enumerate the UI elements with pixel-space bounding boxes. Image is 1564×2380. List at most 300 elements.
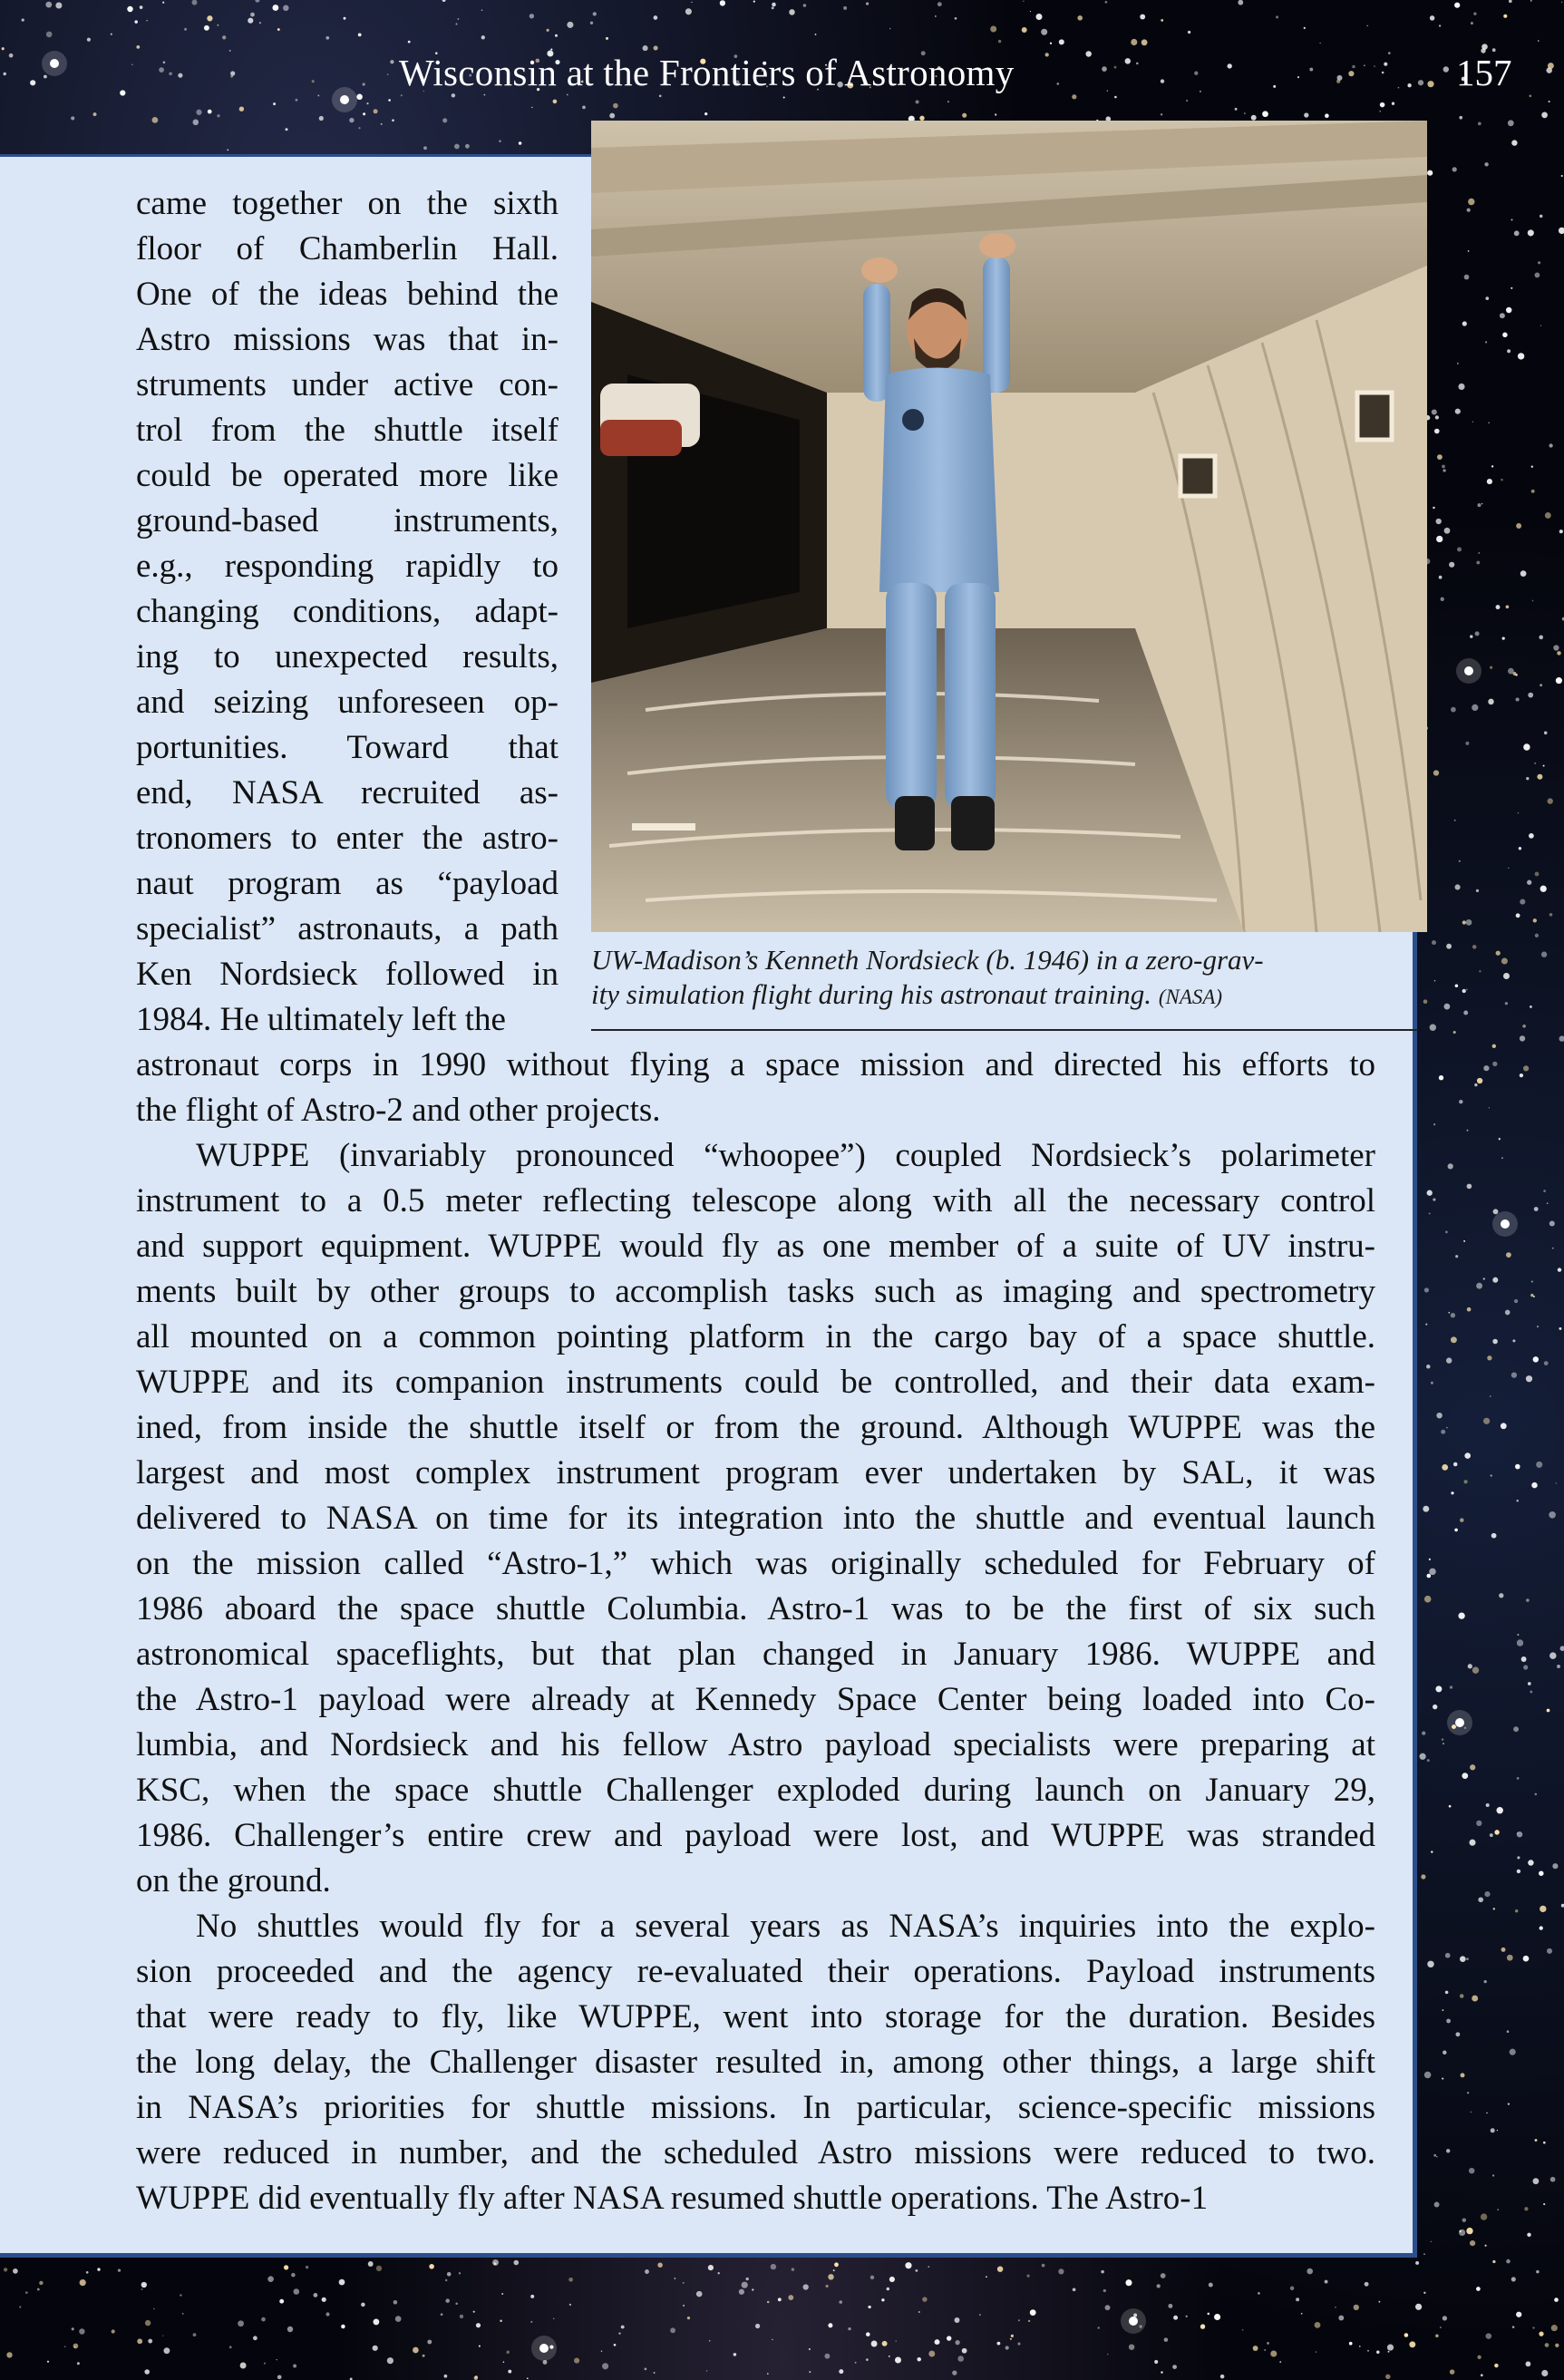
star [1559, 529, 1563, 533]
star [1433, 1705, 1437, 1709]
star [809, 2348, 811, 2350]
star [1427, 170, 1433, 176]
star [848, 2327, 850, 2330]
star [358, 127, 360, 129]
star [979, 2314, 981, 2316]
star [1423, 1506, 1429, 1512]
star [1490, 1833, 1493, 1837]
star [606, 37, 608, 40]
star [1559, 1327, 1561, 1330]
star [1506, 2259, 1511, 2264]
star [1508, 2103, 1510, 2104]
star [569, 2304, 571, 2306]
star [22, 19, 24, 22]
star [1161, 113, 1163, 116]
star [193, 120, 199, 126]
star [1467, 209, 1471, 212]
star [1469, 1840, 1475, 1846]
star [1264, 2349, 1266, 2351]
star [896, 2340, 897, 2341]
star [1541, 2370, 1548, 2376]
star [1501, 957, 1508, 964]
star [1540, 1906, 1546, 1912]
star [361, 2303, 365, 2307]
star [1455, 884, 1461, 889]
star [250, 13, 255, 17]
text-line: came together on the sixth [136, 185, 559, 222]
star [1186, 100, 1188, 102]
text-line: and seizing unforeseen op- [136, 684, 559, 721]
star [1517, 1639, 1523, 1646]
text-line: 1986. Challenger’s entire crew and payload were lost, and WUPPE was stranded [136, 1817, 1375, 1854]
star [4, 2268, 7, 2271]
star [602, 2363, 608, 2369]
star [442, 118, 447, 122]
star [1425, 1324, 1427, 1326]
star [1489, 1107, 1490, 1108]
star [828, 2323, 832, 2327]
star [1491, 1474, 1492, 1476]
text-line: specialist” astronauts, a path [136, 910, 559, 947]
star [457, 18, 459, 20]
star [1523, 1665, 1528, 1669]
text-line: in NASA’s priorities for shuttle missions. In particular, science-specific missions [136, 2089, 1375, 2126]
figure-caption [591, 943, 1418, 1015]
star [1458, 1613, 1464, 1619]
star [1365, 2282, 1369, 2287]
star [601, 2350, 602, 2351]
star [1129, 2317, 1138, 2326]
star [1297, 76, 1299, 78]
star [19, 2306, 21, 2307]
star [476, 2323, 481, 2327]
star [392, 119, 394, 121]
star [937, 2, 942, 6]
star [1451, 707, 1456, 713]
star [1220, 2375, 1225, 2379]
star [889, 2356, 890, 2357]
star [1450, 2369, 1455, 2375]
star [654, 2372, 656, 2374]
star [1443, 2051, 1446, 2055]
star [322, 2297, 326, 2302]
star [1154, 2360, 1158, 2364]
star [207, 15, 212, 21]
star [1164, 2337, 1169, 2342]
star [344, 17, 346, 20]
star [539, 2344, 549, 2353]
star [675, 2278, 676, 2279]
star [1496, 1807, 1502, 1813]
star [1558, 1268, 1561, 1271]
star [373, 2346, 378, 2351]
star [1228, 63, 1232, 68]
star [479, 2346, 481, 2347]
star [1276, 15, 1278, 18]
star [423, 2355, 425, 2357]
star [112, 2329, 115, 2333]
text-line: astronaut corps in 1990 without flying a space mission and directed his efforts to [136, 1046, 1375, 1083]
star [1107, 2354, 1108, 2355]
star [1494, 2364, 1498, 2367]
star [152, 117, 159, 123]
star [1529, 833, 1534, 839]
star [1462, 321, 1467, 325]
star [1539, 636, 1543, 640]
star [141, 2282, 147, 2288]
caption-line-1: UW-Madison’s Kenneth Nordsieck (b. 1946) in a zero-grav- [591, 944, 1264, 976]
star [1486, 2333, 1492, 2339]
star [163, 62, 166, 64]
star [1561, 2, 1562, 3]
star [1512, 2326, 1515, 2328]
star [1449, 562, 1454, 568]
star [423, 146, 427, 150]
star [120, 90, 125, 95]
star [1462, 2218, 1467, 2222]
star [866, 2332, 870, 2336]
star [1491, 465, 1493, 467]
text-line: the flight of Astro-2 and other projects. [136, 1092, 661, 1129]
star [1458, 384, 1464, 390]
star [159, 67, 164, 73]
star [1528, 693, 1533, 698]
star [484, 94, 486, 96]
star [444, 2375, 448, 2378]
star [501, 2293, 503, 2295]
star [1463, 1240, 1465, 1242]
star [1125, 2279, 1132, 2286]
star [1209, 2283, 1213, 2288]
star [1487, 1355, 1491, 1360]
star [778, 2297, 782, 2301]
star [868, 2306, 870, 2308]
star [1379, 111, 1381, 112]
star [492, 2259, 499, 2266]
star [1541, 112, 1548, 119]
star [1511, 140, 1517, 145]
star [1380, 102, 1385, 108]
star [1507, 1955, 1513, 1961]
star [50, 59, 59, 68]
star [39, 2281, 43, 2285]
star [1376, 2351, 1379, 2354]
star [1336, 80, 1340, 83]
star [803, 4, 807, 7]
star [1251, 115, 1257, 121]
star [685, 8, 692, 15]
star [547, 29, 549, 32]
star [1461, 2073, 1465, 2077]
star [447, 2272, 452, 2277]
star [691, 2, 692, 3]
star [72, 2327, 74, 2330]
star [1460, 1994, 1464, 1998]
star [1516, 913, 1520, 918]
star [1101, 2270, 1104, 2274]
star [145, 2320, 151, 2326]
star [1427, 1759, 1430, 1762]
star [1451, 1313, 1455, 1317]
star [746, 2278, 749, 2280]
star [590, 22, 593, 24]
star [1516, 523, 1521, 529]
star [1449, 1805, 1452, 1808]
star [1454, 3, 1460, 8]
star [1520, 1073, 1523, 1077]
star [1388, 52, 1391, 54]
star [1511, 2277, 1516, 2281]
star [1511, 219, 1513, 220]
star [1540, 1926, 1543, 1929]
star [1501, 479, 1502, 481]
star [1279, 2361, 1281, 2363]
star [1439, 576, 1443, 579]
star [957, 2356, 964, 2362]
star [1446, 1427, 1448, 1429]
star [153, 2308, 155, 2310]
caption-divider [591, 1029, 1418, 1031]
text-line: Ken Nordsieck followed in [136, 956, 559, 993]
star [1553, 645, 1559, 650]
star [1548, 798, 1553, 803]
star [1437, 454, 1443, 460]
star [1433, 507, 1434, 509]
star [1471, 2112, 1472, 2113]
star [1457, 363, 1459, 364]
star [1214, 2314, 1220, 2320]
star [79, 2328, 84, 2334]
star [1464, 1452, 1471, 1459]
star [1531, 1482, 1537, 1488]
star [1451, 1336, 1457, 1343]
star [374, 109, 378, 113]
star [792, 2268, 794, 2270]
star [645, 2269, 649, 2274]
star [1554, 2297, 1559, 2302]
star [1549, 1511, 1556, 1519]
star [1481, 2374, 1483, 2376]
text-line: could be operated more like [136, 457, 559, 494]
star [1538, 40, 1540, 42]
star [947, 101, 949, 102]
star [1290, 2287, 1295, 2291]
star [184, 28, 187, 31]
star [1529, 94, 1531, 97]
star [408, 41, 411, 44]
star [1531, 1280, 1533, 1282]
star [1430, 15, 1434, 20]
star [1559, 228, 1564, 234]
star [474, 2376, 479, 2380]
text-line: the long delay, the Challenger disaster resulted in, among other things, a large shift [136, 2044, 1375, 2081]
star [1439, 1075, 1443, 1080]
star [1267, 2342, 1269, 2345]
star [916, 100, 919, 103]
star [1492, 1044, 1496, 1048]
star [1431, 1851, 1433, 1852]
star [1538, 261, 1540, 264]
star [1367, 25, 1368, 26]
star [1476, 2287, 1481, 2291]
star [1433, 1199, 1435, 1201]
star [783, 96, 785, 98]
page-number: 157 [1456, 52, 1512, 93]
star [1515, 674, 1518, 676]
star [654, 45, 658, 50]
star [657, 2262, 663, 2268]
star [696, 2291, 703, 2297]
star [1388, 2351, 1390, 2353]
star [1486, 1803, 1490, 1807]
star [918, 2311, 920, 2313]
star [248, 18, 253, 24]
star [843, 6, 847, 10]
star [1262, 111, 1268, 117]
star [1460, 1956, 1466, 1962]
star [1436, 536, 1443, 542]
star [373, 2318, 379, 2325]
star [1273, 85, 1276, 88]
star [789, 9, 794, 15]
star [709, 2340, 711, 2342]
star [834, 2262, 839, 2267]
star [928, 2351, 935, 2357]
text-line: trol from the shuttle itself [136, 412, 559, 449]
star [1505, 1310, 1511, 1316]
star [1030, 2309, 1036, 2316]
star [1429, 1569, 1436, 1576]
star [881, 2298, 884, 2301]
figure-photo [591, 121, 1427, 932]
star [1467, 1307, 1472, 1312]
star [376, 2266, 382, 2271]
star [767, 2301, 770, 2304]
star [1011, 2335, 1014, 2337]
star [395, 2316, 402, 2322]
star [1484, 1891, 1490, 1897]
text-line: No shuttles would fly for a several years as NASA’s inquiries into the explo- [196, 1908, 1375, 1945]
star [306, 2266, 308, 2268]
star [1097, 2327, 1099, 2328]
star [1536, 2270, 1540, 2274]
star [1512, 1339, 1515, 1342]
star [922, 2297, 927, 2301]
star [442, 0, 446, 2]
star [1419, 1753, 1425, 1760]
star [388, 99, 391, 102]
star [1423, 999, 1428, 1004]
star [1430, 1025, 1436, 1031]
star [809, 2371, 811, 2373]
star [1534, 763, 1536, 764]
star [1549, 1220, 1555, 1226]
star [1453, 1462, 1458, 1467]
star [1349, 2342, 1353, 2346]
star [1543, 2203, 1545, 2205]
text-line: instrument to a 0.5 meter reflecting telescope along with all the necessary control [136, 1182, 1375, 1219]
star [1422, 1731, 1425, 1734]
star [1481, 2213, 1487, 2220]
star [312, 80, 315, 83]
star [259, 22, 261, 24]
star [1503, 15, 1507, 18]
star [1557, 1665, 1560, 1668]
star [1545, 512, 1551, 519]
star [1421, 1874, 1425, 1879]
star [1309, 68, 1313, 72]
star [208, 110, 212, 114]
star [445, 2298, 450, 2303]
star [1492, 1062, 1497, 1066]
star [193, 2333, 197, 2336]
star [286, 128, 288, 131]
star [6, 2352, 12, 2357]
star [1535, 2139, 1538, 2142]
star [1157, 2284, 1161, 2288]
star [1129, 2344, 1134, 2349]
star [1478, 1897, 1483, 1902]
running-title: Wisconsin at the Frontiers of Astronomy [399, 52, 1015, 93]
star [833, 2269, 835, 2271]
star [1492, 2260, 1495, 2263]
star [1427, 81, 1433, 87]
star [1523, 1956, 1530, 1962]
star [1501, 1948, 1506, 1952]
star [1472, 1666, 1479, 1673]
star [1335, 2307, 1336, 2308]
star [1486, 2113, 1488, 2114]
star [1511, 287, 1512, 289]
text-line: on the ground. [136, 1862, 331, 1899]
star [1472, 422, 1473, 423]
star [1392, 102, 1394, 105]
star [1161, 79, 1164, 83]
star [97, 2268, 100, 2270]
star [955, 17, 957, 20]
star [1560, 1646, 1564, 1651]
text-line: WUPPE and its companion instruments could be controlled, and their data exam- [136, 1364, 1375, 1401]
star [828, 2274, 833, 2279]
star [1472, 945, 1477, 949]
star [55, 2, 62, 8]
star [1462, 989, 1466, 993]
star [529, 14, 534, 18]
star [1058, 2268, 1064, 2274]
star [1549, 913, 1553, 917]
text-line: KSC, when the space shuttle Challenger exploded during launch on January 29, [136, 1772, 1375, 1809]
star [889, 28, 891, 30]
star [739, 2289, 744, 2295]
star [1131, 39, 1137, 45]
star [429, 2264, 434, 2269]
text-line: WUPPE did eventually fly after NASA resumed shuttle operations. The Astro-1 [136, 2180, 1209, 2217]
wide-text-column [136, 1043, 1375, 2221]
star [1531, 466, 1533, 468]
star [1470, 1764, 1475, 1770]
star [1446, 1357, 1452, 1363]
star [935, 15, 937, 17]
star [803, 2284, 809, 2289]
star [1114, 96, 1117, 99]
star [720, 0, 725, 5]
star [1505, 1002, 1508, 1005]
star [363, 112, 365, 115]
star [473, 2311, 475, 2313]
star [229, 2346, 232, 2348]
star [1524, 2207, 1528, 2210]
star [1530, 1294, 1533, 1297]
